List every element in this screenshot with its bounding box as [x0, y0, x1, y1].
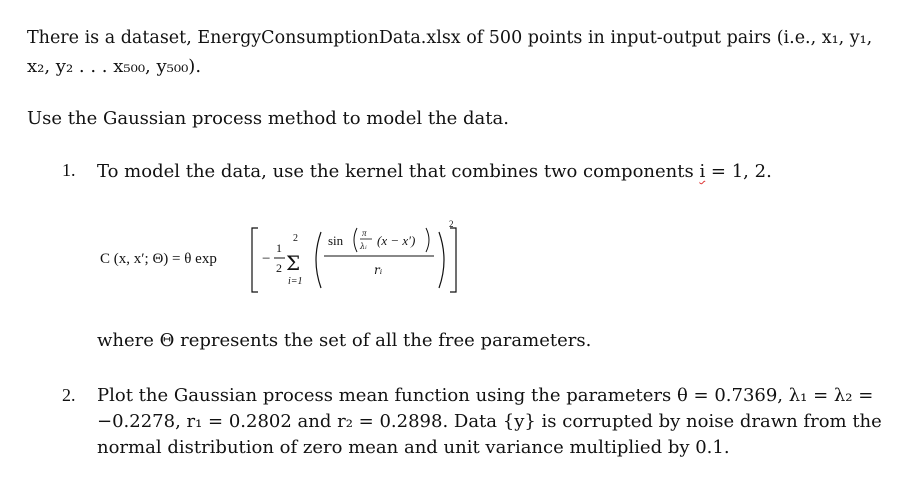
r-denominator: rᵢ	[374, 263, 383, 277]
item-1-text-after: = 1, 2.	[705, 161, 772, 182]
intro-line-2: x₂, y₂ . . . x₅₀₀, y₅₀₀).	[27, 56, 202, 77]
item-2-line-3: normal distribution of zero mean and unit variance multiplied by 0.1.	[97, 437, 730, 458]
formula-lhs: C (x, x′; Θ) = θ exp	[100, 251, 217, 267]
big-left-paren	[316, 232, 321, 288]
sin-argument: (x − x′)	[377, 233, 416, 248]
intro-line-1: There is a dataset, EnergyConsumptionData.xlsx of 500 points in input-output pairs (i.e., x₁, y₁,	[27, 28, 873, 48]
where-text: where Θ represents the set of all the free parameters.	[97, 330, 592, 351]
sin-left-paren	[354, 228, 357, 252]
item-1-underlined-index: i	[699, 161, 706, 182]
half-denominator: 2	[276, 261, 282, 275]
item-2-line-1: Plot the Gaussian process mean function using the parameters θ = 0.7369, λ₁ = λ₂ =	[97, 385, 874, 406]
item-1-number: 1.	[62, 160, 76, 180]
sum-lower-limit: i=1	[288, 276, 303, 287]
lambda-denominator: λᵢ	[360, 242, 367, 251]
item-2-line-2: −0.2278, r₁ = 0.2802 and r₂ = 0.2898. Data {y} is corrupted by noise drawn from the	[97, 411, 882, 432]
pi-numerator: π	[362, 228, 367, 238]
sum-upper-limit: 2	[293, 233, 298, 244]
kernel-formula	[100, 218, 500, 300]
outer-left-bracket	[252, 228, 258, 292]
item-1-text	[97, 161, 772, 182]
sum-symbol: Σ	[286, 251, 301, 275]
item-2-number: 2.	[62, 385, 76, 405]
minus-sign: −	[262, 251, 271, 267]
item-1-text-before: To model the data, use the kernel that combines two components	[97, 161, 700, 182]
outer-exponent: 2	[449, 219, 454, 229]
intro-line-3: Use the Gaussian process method to model the data.	[27, 108, 509, 129]
half-numerator: 1	[276, 241, 282, 255]
outer-right-bracket	[450, 228, 456, 292]
sin-label: sin	[328, 233, 344, 248]
sin-right-paren	[426, 228, 429, 252]
big-right-paren	[439, 232, 444, 288]
